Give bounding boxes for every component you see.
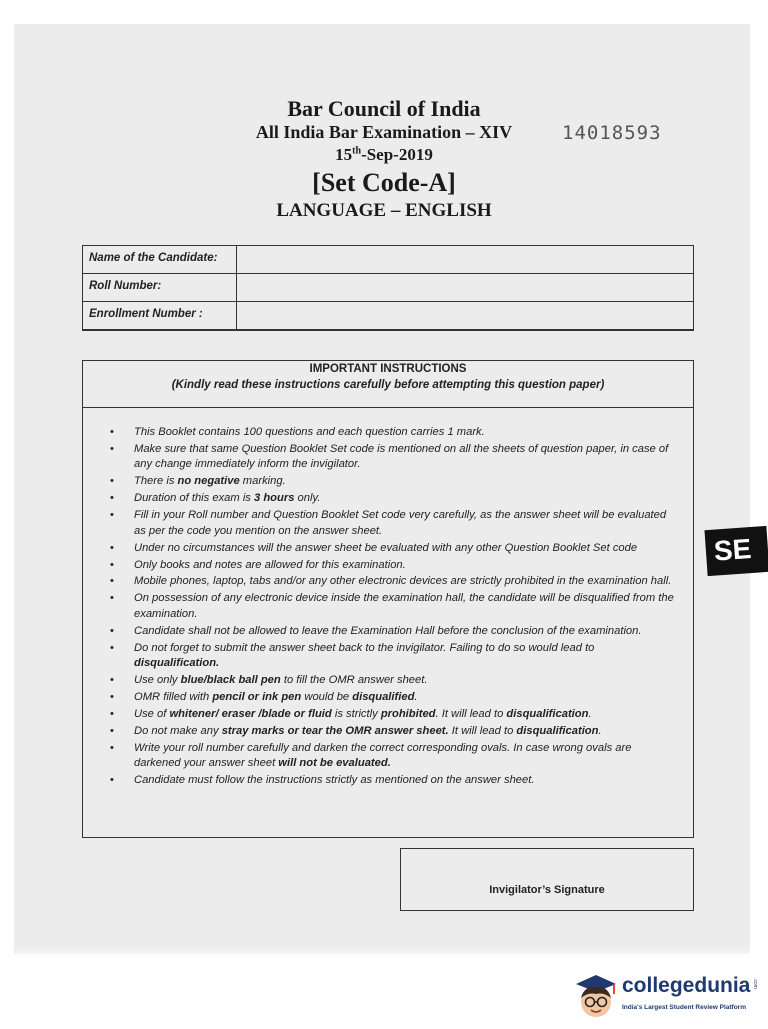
brand-name: collegedunia <box>622 974 751 997</box>
instruction-text: Make sure that same Question Booklet Set code is mentioned on all the sheets of question paper, in case of any change immediately inform the invigilator. <box>134 442 669 471</box>
instruction-item <box>110 474 678 490</box>
table-divider <box>236 246 237 330</box>
mascot-icon <box>570 970 620 1024</box>
instruction-item <box>110 641 678 672</box>
language-title: LANGUAGE – ENGLISH <box>276 200 492 221</box>
candidate-name-label: Name of the Candidate: <box>89 252 218 264</box>
instruction-emphasis: 3 hours <box>254 492 295 505</box>
instruction-text: It will lead to <box>448 724 517 737</box>
exam-date <box>0 145 768 165</box>
instruction-text: . <box>588 707 592 720</box>
instruction-text: Write your roll number carefully and darken the correct corresponding ovals. In case wrong ovals are darkened your answer sheet <box>134 741 632 770</box>
invigilator-signature-label: Invigilator’s Signature <box>489 884 605 896</box>
date-suffix: th <box>352 145 362 157</box>
set-code: [Set Code-A] <box>312 168 456 197</box>
invigilator-signature-box <box>400 848 694 911</box>
instruction-text: Duration of this exam is <box>134 492 255 505</box>
instruction-text: Use of <box>134 707 170 720</box>
instruction-item <box>110 574 678 590</box>
instructions-header <box>83 361 693 408</box>
instruction-item <box>110 442 678 473</box>
candidate-name-row <box>83 246 693 274</box>
instruction-item <box>110 624 678 640</box>
instruction-item <box>110 673 678 689</box>
date-rest: -Sep-2019 <box>361 145 433 164</box>
instruction-text: OMR filled with <box>134 691 213 704</box>
instruction-emphasis: disqualification. <box>134 657 220 670</box>
side-tab-text: SE <box>712 533 753 567</box>
instruction-text: Do not make any <box>134 724 222 737</box>
instruction-emphasis: disqualification <box>506 707 589 720</box>
instruction-emphasis: prohibited <box>380 707 436 720</box>
instruction-emphasis: no negative <box>177 475 240 488</box>
candidate-details-table <box>82 245 694 331</box>
instruction-text: Do not forget to submit the answer sheet back to the invigilator. Failing to do so would lead to <box>134 641 595 654</box>
council-title: Bar Council of India <box>287 96 481 121</box>
side-tab <box>704 526 768 576</box>
brand-tagline: India's Largest Student Review Platform <box>622 1004 746 1011</box>
instruction-text: . It will lead to <box>435 707 507 720</box>
brand-domain: .com <box>752 978 758 989</box>
enrollment-number-row <box>83 302 693 330</box>
instructions-subtitle: (Kindly read these instructions carefully before attempting this question paper) <box>171 379 605 391</box>
roll-number-label: Roll Number: <box>89 280 162 292</box>
paper-edge <box>14 946 750 954</box>
instruction-text: Only books and notes are allowed for this examination. <box>134 558 406 571</box>
instruction-text: Mobile phones, laptop, tabs and/or any other electronic devices are strictly prohibited in the examination hall. <box>134 575 672 588</box>
instruction-emphasis: pencil or ink pen <box>212 691 302 704</box>
instruction-item <box>110 591 678 622</box>
instructions-title: IMPORTANT INSTRUCTIONS <box>309 363 467 375</box>
instruction-emphasis: will not be evaluated. <box>278 757 391 770</box>
instruction-text: Candidate must follow the instructions strictly as mentioned on the answer sheet. <box>134 774 535 787</box>
instruction-text: Under no circumstances will the answer sheet be evaluated with any other Question Booklet Set code <box>134 541 638 554</box>
instructions-list <box>110 425 678 790</box>
instruction-emphasis: whitener/ eraser /blade or fluid <box>169 707 332 720</box>
instruction-text: There is <box>134 475 178 488</box>
instruction-item <box>110 425 678 441</box>
instruction-text: On possession of any electronic device inside the examination hall, the candidate will be disqualified from the examination. <box>134 592 674 620</box>
instruction-text: Fill in your Roll number and Question Booklet Set code very carefully, as the answer sheet will be evaluated as per the code you mention on the answer sheet. <box>134 509 667 537</box>
instruction-emphasis: disqualified <box>352 691 415 704</box>
instruction-text: only. <box>294 492 321 505</box>
instruction-item <box>110 558 678 574</box>
instruction-item <box>110 741 678 772</box>
instruction-text: is strictly <box>331 707 381 720</box>
instruction-text: marking. <box>239 475 286 488</box>
instruction-text: . <box>598 724 602 737</box>
instruction-item <box>110 491 678 507</box>
instruction-item <box>110 707 678 723</box>
instruction-item <box>110 773 678 789</box>
instruction-emphasis: stray marks or tear the OMR answer sheet. <box>221 724 449 737</box>
instruction-item <box>110 508 678 539</box>
instruction-text: would be <box>301 691 353 704</box>
instruction-text: . <box>414 691 418 704</box>
instruction-item <box>110 690 678 706</box>
instruction-text: Use only <box>134 674 181 687</box>
roll-number-row <box>83 274 693 302</box>
instruction-item <box>110 724 678 740</box>
instruction-emphasis: blue/black ball pen <box>180 674 281 687</box>
enrollment-number-label: Enrollment Number : <box>89 308 203 320</box>
exam-title: All India Bar Examination – XIV <box>255 122 513 142</box>
instruction-text: to fill the OMR answer sheet. <box>280 674 428 687</box>
instruction-text: Candidate shall not be allowed to leave the Examination Hall before the conclusion of the examination. <box>134 624 642 637</box>
serial-number: 14018593 <box>562 122 662 144</box>
collegedunia-watermark <box>570 970 768 1024</box>
instruction-item <box>110 541 678 557</box>
date-day: 15 <box>335 145 353 164</box>
instruction-emphasis: disqualification <box>516 724 599 737</box>
instruction-text: This Booklet contains 100 questions and each question carries 1 mark. <box>134 426 485 438</box>
